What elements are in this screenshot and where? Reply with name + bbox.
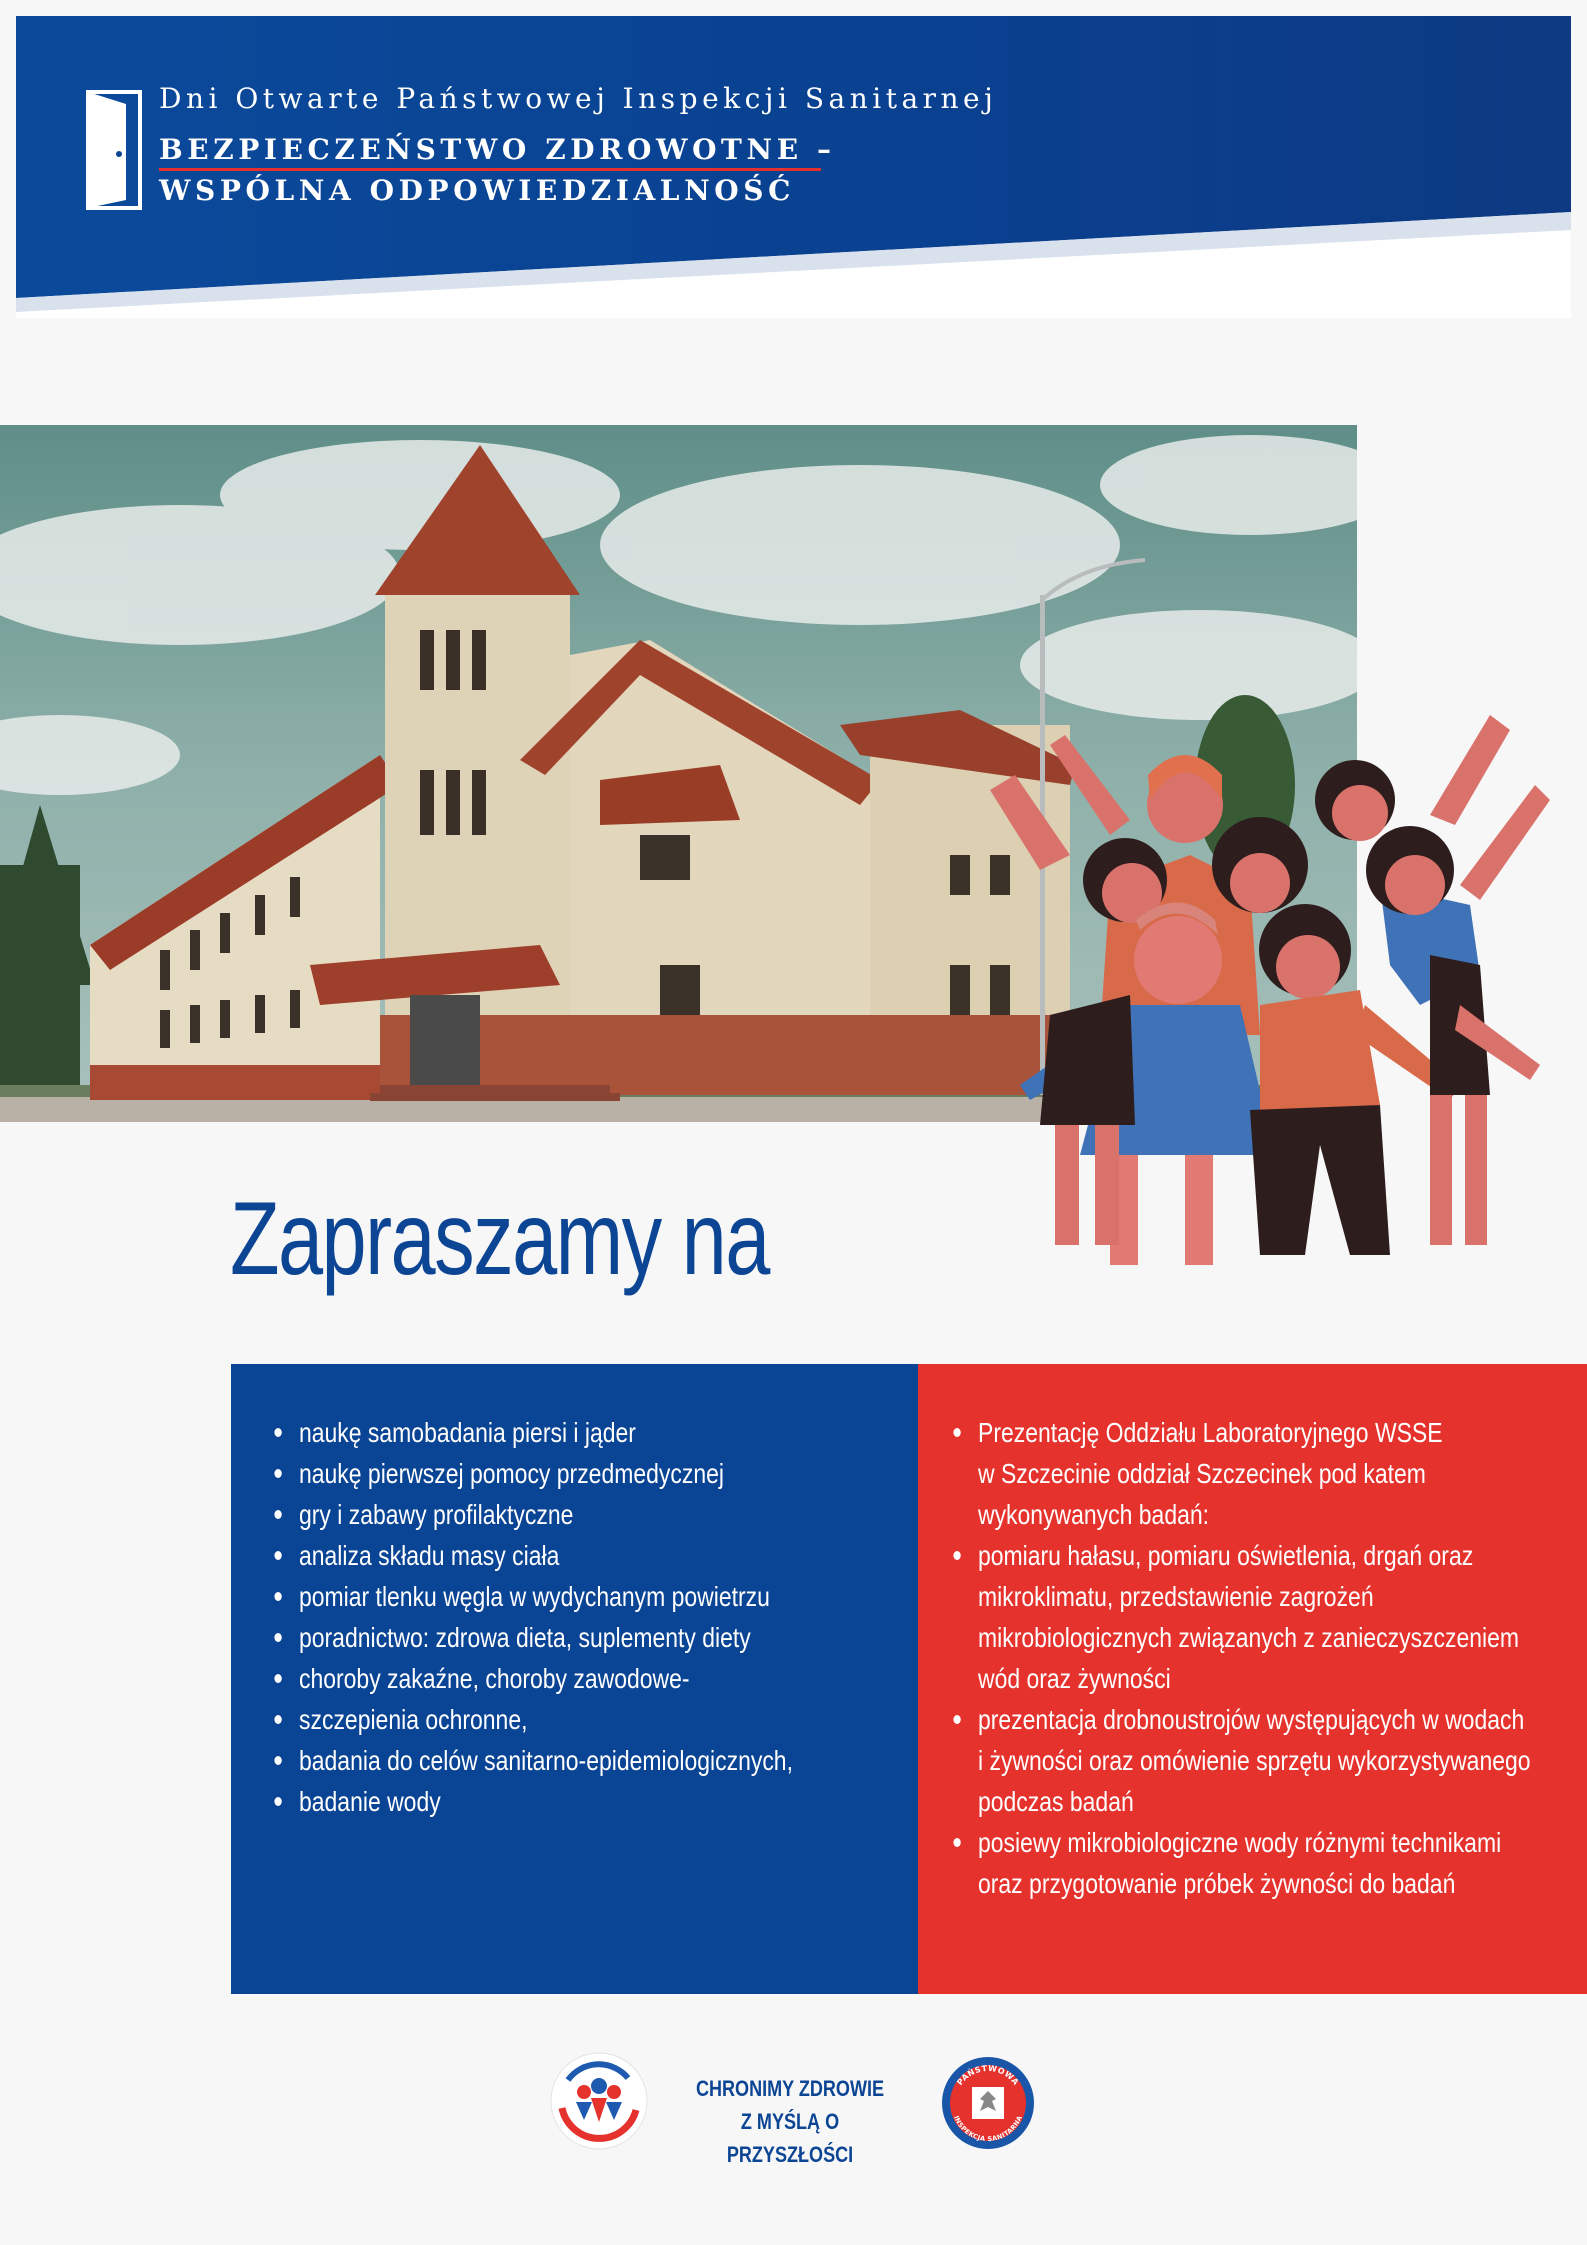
header-banner <box>16 16 1571 318</box>
list-item: gry i zabawy profilaktyczne <box>299 1494 793 1535</box>
list-item: Prezentację Oddziału Laboratoryjnego WSSE <box>978 1412 1531 1453</box>
slogan-line1: CHRONIMY ZDROWIE <box>695 2076 885 2101</box>
banner-background <box>16 16 1571 318</box>
list-item-continuation: wykonywanych badań: <box>978 1499 1210 1530</box>
footer-slogan <box>660 2072 920 2171</box>
list-item-continuation: wód oraz żywności <box>978 1663 1171 1694</box>
sanitary-inspection-seal <box>940 2055 1036 2151</box>
list-item: pomiar tlenku węgla w wydychanym powietrzu <box>299 1576 793 1617</box>
list-item: pomiaru hałasu, pomiaru oświetlenia, drgań oraz <box>978 1535 1531 1576</box>
event-title-line1: BEZPIECZEŃSTWO ZDROWOTNE – <box>159 133 836 166</box>
list-item: choroby zakaźne, choroby zawodowe- <box>299 1658 793 1699</box>
campaign-logo <box>548 2050 650 2152</box>
list-item: naukę samobadania piersi i jąder <box>299 1412 793 1453</box>
right-activities-panel <box>918 1364 1587 1994</box>
list-item-continuation: mikroklimatu, przedstawienie zagrożeń <box>978 1581 1374 1612</box>
list-item: badanie wody <box>299 1781 793 1822</box>
svg-text:INSPEKCJA SANITARNA: INSPEKCJA SANITARNA <box>952 2114 1024 2144</box>
list-item: prezentacja drobnoustrojów występujących w wodach <box>978 1699 1531 1740</box>
list-item-continuation: i żywności oraz omówienie sprzętu wykorzystywanego <box>978 1745 1531 1776</box>
list-item: badania do celów sanitarno-epidemiologicznych, <box>299 1740 793 1781</box>
list-item-continuation: podczas badań <box>978 1786 1134 1817</box>
list-item-continuation: mikrobiologicznych związanych z zanieczyszczeniem <box>978 1622 1520 1653</box>
list-item: naukę pierwszej pomocy przedmedycznej <box>299 1453 793 1494</box>
door-icon <box>86 90 142 212</box>
title-underline <box>159 168 821 171</box>
right-activities-list <box>978 1412 1587 1904</box>
page-headline: Zapraszamy na <box>230 1181 769 1297</box>
list-item-continuation: w Szczecinie oddział Szczecinek pod katem <box>978 1458 1426 1489</box>
left-activities-list <box>299 1412 901 1822</box>
list-item: analiza składu masy ciała <box>299 1535 793 1576</box>
event-title-line2: WSPÓLNA ODPOWIEDZIALNOŚĆ <box>159 174 795 207</box>
slogan-line2: Z MYŚLĄ O PRZYSZŁOŚCI <box>726 2109 854 2167</box>
people-illustration <box>960 705 1560 1285</box>
list-item-continuation: oraz przygotowanie próbek żywności do badań <box>978 1868 1456 1899</box>
list-item: poradnictwo: zdrowa dieta, suplementy diety <box>299 1617 793 1658</box>
svg-text:PAŃSTWOWA: PAŃSTWOWA <box>955 2063 1021 2087</box>
list-item: posiewy mikrobiologiczne wody różnymi technikami <box>978 1822 1531 1863</box>
event-subtitle: Dni Otwarte Państwowej Inspekcji Sanitarnej <box>159 82 998 115</box>
left-activities-panel <box>231 1364 918 1994</box>
list-item: szczepienia ochronne, <box>299 1699 793 1740</box>
